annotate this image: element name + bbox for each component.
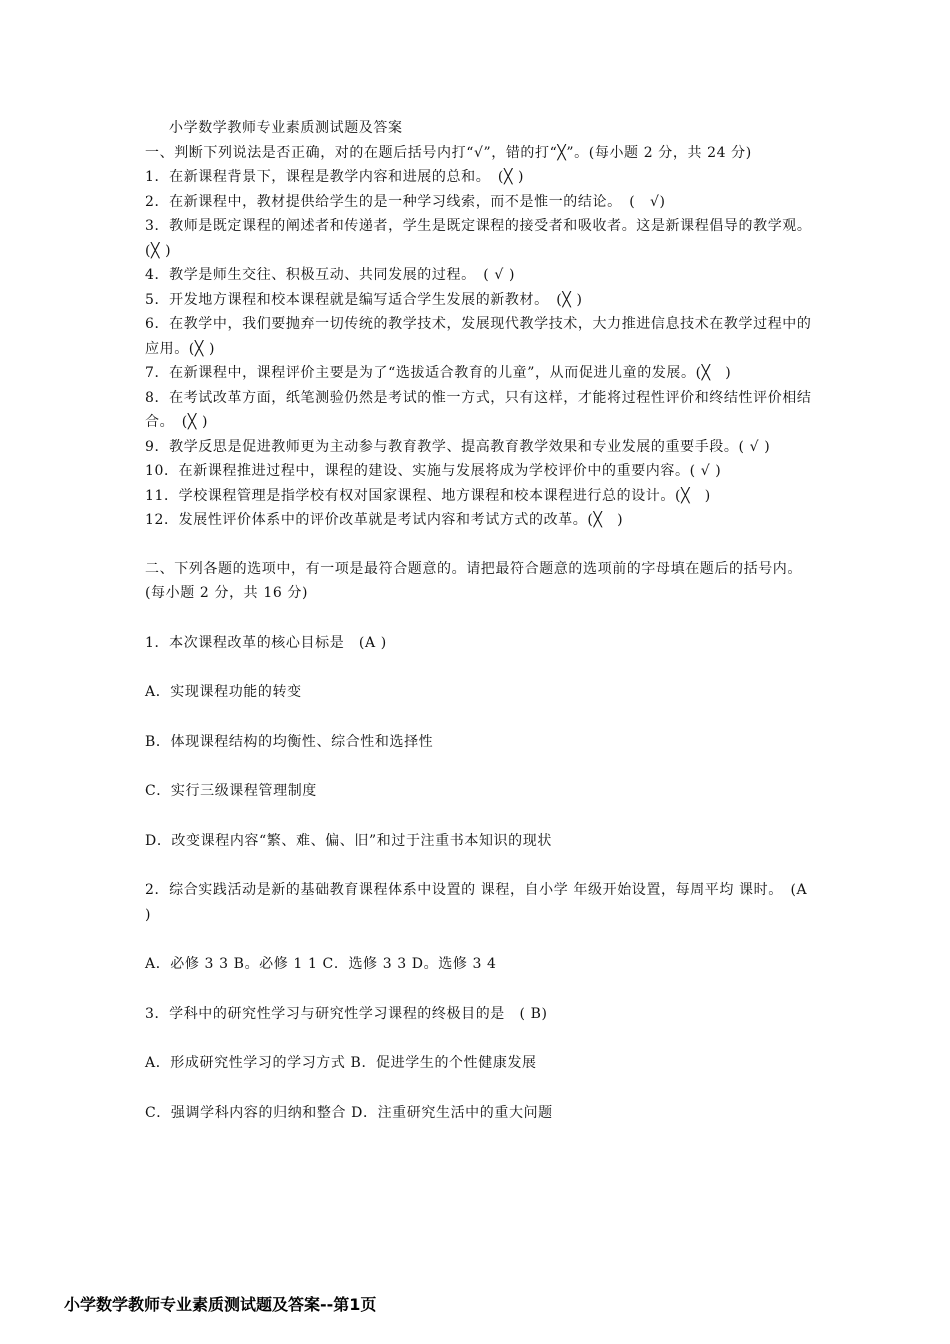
mcq-1-option-a: A．实现课程功能的转变: [145, 684, 302, 700]
mcq-2-options: A．必修 3 3 B。必修 1 1 C．选修 3 3 D。选修 3 4: [145, 956, 497, 972]
mcq-question-3: 3．学科中的研究性学习与研究性学习课程的终极目的是 ( B): [145, 1005, 548, 1022]
page-footer: 小学数学教师专业素质测试题及答案--第1页: [64, 1295, 377, 1314]
question-8: 8．在考试改革方面，纸笔测验仍然是考试的惟一方式，只有这样，才能将过程性评价和终结性评价相结合。 (╳ ): [145, 389, 812, 430]
mcq-1-option-b: B．体现课程结构的均衡性、综合性和选择性: [145, 733, 434, 750]
mcq-1-option-c: C．实行三级课程管理制度: [145, 783, 317, 799]
document-title: 小学数学教师专业素质测试题及答案: [169, 120, 403, 136]
question-3: 3．教师是既定课程的阐述者和传递者，学生是既定课程的接受者和吸收者。这是新课程倡导的教学观。 (╳ ): [145, 218, 820, 259]
question-12: 12．发展性评价体系中的评价改革就是考试内容和考试方式的改革。(╳ ): [145, 512, 624, 528]
question-2: 2．在新课程中，教材提供给学生的是一种学习线索，而不是惟一的结论。 ( √): [145, 193, 666, 210]
mcq-3-options-ab: A．形成研究性学习的学习方式 B．促进学生的个性健康发展: [145, 1055, 537, 1071]
mcq-question-2: 2．综合实践活动是新的基础教育课程体系中设置的 课程，自小学 年级开始设置，每周平均 课时。 (A ): [145, 882, 813, 923]
question-4: 4．教学是师生交往、积极互动、共同发展的过程。 ( √ ): [145, 267, 516, 283]
question-5: 5．开发地方课程和校本课程就是编写适合学生发展的新教材。 (╳ ): [145, 291, 583, 308]
question-9: 9．教学反思是促进教师更为主动参与教育教学、提高教育教学效果和专业发展的重要手段。( √ ): [145, 438, 771, 455]
part2-heading: 二、下列各题的选项中，有一项是最符合题意的。请把最符合题意的选项前的字母填在题后的括号内。(每小题 2 分，共 16 分): [145, 560, 802, 601]
part2-section: [145, 557, 813, 1126]
document-body: [145, 116, 820, 1150]
question-6: 6．在教学中，我们要抛弃一切传统的教学技术，发展现代教学技术，大力推进信息技术在教学过程中的应用。(╳ ): [145, 316, 812, 357]
mcq-question-1: 1．本次课程改革的核心目标是 (A ): [145, 634, 387, 651]
question-7: 7．在新课程中，课程评价主要是为了“选拔适合教育的儿童”，从而促进儿童的发展。(╳ ): [145, 365, 732, 381]
mcq-3-options-cd: C．强调学科内容的归纳和整合 D．注重研究生活中的重大问题: [145, 1104, 553, 1121]
question-1: 1．在新课程背景下，课程是教学内容和进展的总和。 (╳ ): [145, 169, 525, 185]
part1-heading: 一、判断下列说法是否正确，对的在题后括号内打“√”，错的打“╳”。(每小题 2 分，共 24 分): [145, 144, 752, 161]
question-11: 11．学校课程管理是指学校有权对国家课程、地方课程和校本课程进行总的设计。(╳ ): [145, 487, 711, 504]
section-spacer: [145, 533, 813, 557]
question-10: 10．在新课程推进过程中，课程的建设、实施与发展将成为学校评价中的重要内容。( √ ): [145, 463, 722, 479]
mcq-1-option-d: D．改变课程内容“繁、难、偏、旧”和过于注重书本知识的现状: [145, 832, 552, 849]
